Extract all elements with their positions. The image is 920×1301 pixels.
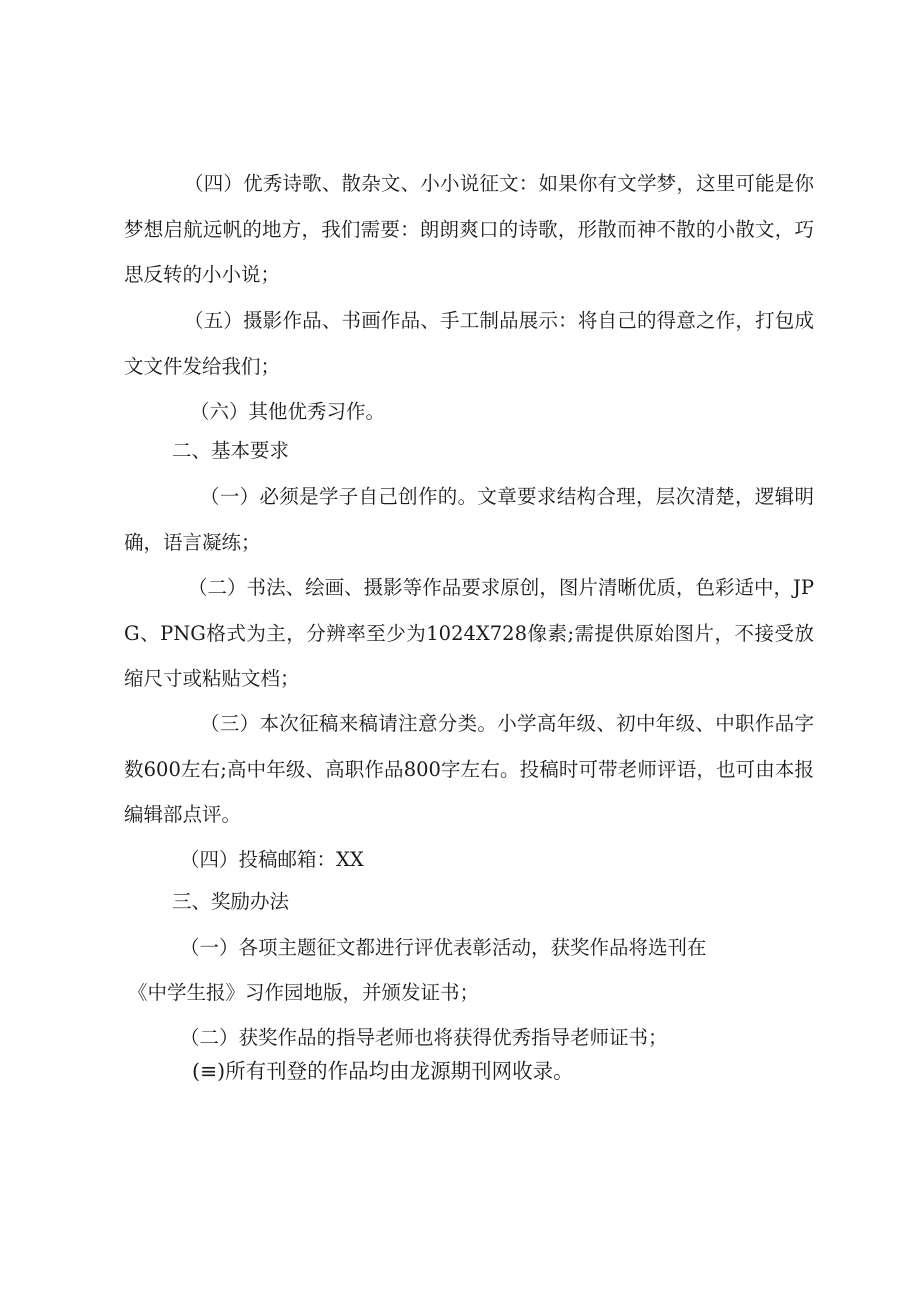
paragraph-submission-email: （四）投稿邮箱：XX — [180, 848, 364, 871]
section-heading-basic-requirements: 二、基本要求 — [172, 439, 290, 462]
paragraph-poetry-essay-call: （四）优秀诗歌、散杂文、小小说征文：如果你有文学梦，这里可能是你梦想启航远帆的地方，我们需要：朗朗爽口的诗歌，形散而神不散的小散文，巧思反转的小小说； — [124, 172, 814, 286]
paragraph-photo-calligraphy-crafts: （五）摄影作品、书画作品、手工制品展示：将自己的得意之作，打包成文文件发给我们； — [124, 309, 814, 378]
paragraph-award-instructor-certificate: （二）获奖作品的指导老师也将获得优秀指导老师证书； — [180, 1026, 668, 1049]
paragraph-award-selection-line2: 《中学生报》习作园地版，并颁发证书； — [128, 981, 480, 1004]
paragraph-other-works: （六）其他优秀习作。 — [190, 400, 386, 423]
paragraph-requirement-word-count: （三）本次征稿来稿请注意分类。小学高年级、初中年级、中职作品字数600左右;高中年级、高职作品800字左右。投稿时可带老师评语，也可由本报编辑部点评。 — [124, 712, 814, 826]
paragraph-award-selection-line1: （一）各项主题征文都进行评优表彰活动，获奖作品将选刊在 — [180, 936, 707, 959]
section-heading-awards: 三、奖励办法 — [172, 890, 290, 913]
paragraph-award-longyuan-collection: (≡)所有刊登的作品均由龙源期刊网收录。 — [192, 1059, 574, 1083]
paragraph-requirement-original-work: （一）必须是学子自己创作的。文章要求结构合理，层次清楚，逻辑明确，语言凝练； — [124, 485, 814, 554]
paragraph-requirement-image-format: （二）书法、绘画、摄影等作品要求原创，图片清晰优质，色彩适中，JPG、PNG格式为主，分辨率至少为1024X728像素;需提供原始图片，不接受放缩尺寸或粘贴文档； — [124, 576, 814, 690]
